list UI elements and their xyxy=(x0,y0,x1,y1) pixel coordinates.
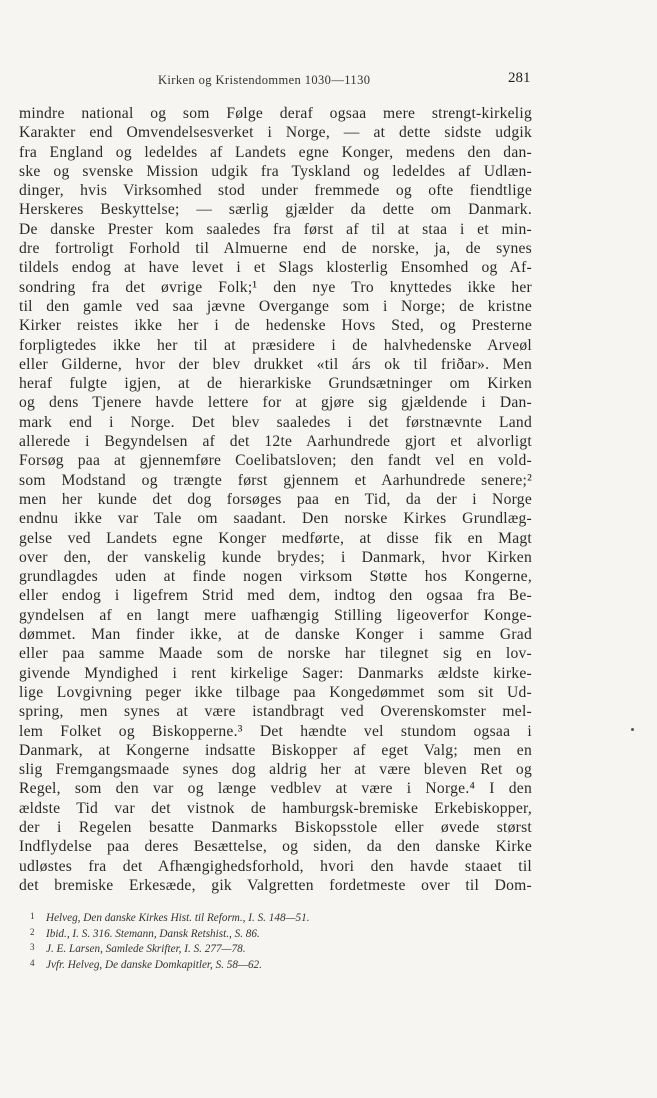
text-line: udløstes fra det Afhængighedsforhold, hvori den havde staaet til xyxy=(19,857,532,875)
text-line: Kirker reistes ikke her i de hedenske Hovs Sted, og Presterne xyxy=(19,317,532,335)
footnotes xyxy=(30,910,530,972)
text-line: Karakter end Omvendelsesverket i Norge, — at dette sidste udgik xyxy=(19,124,532,142)
text-line: slig Fremgangsmaade synes dog aldrig her at være bleven Ret og xyxy=(19,761,532,779)
footnote-1 xyxy=(30,910,530,926)
text-line: det bremiske Erkesæde, gik Valgretten fordetmeste over til Dom- xyxy=(19,876,532,894)
text-line: gelse ved Landets egne Konger medførte, at disse fik en Magt xyxy=(19,529,532,547)
footnote-text: Ibid., I. S. 316. Stemann, Dansk Retshist., S. 86. xyxy=(46,927,260,940)
text-line: endnu ikke var Tale om saadant. Den norske Kirkes Grundlæg- xyxy=(19,510,532,528)
text-line: dømmet. Man finder ikke, at de danske Konger i samme Grad xyxy=(19,626,532,644)
text-line: til den gamle ved saa jævne Overgange som i Norge; de kristne xyxy=(19,297,532,315)
footnote-number: 1 xyxy=(30,911,35,921)
text-line: gyndelsen af en langt mere uafhængig Stilling ligeoverfor Konge- xyxy=(19,606,532,624)
text-line: som Modstand og trængte først gjennem et Aarhundrede senere;² xyxy=(19,471,532,489)
text-line: over den, der vanskelig kunde brydes; i Danmark, hvor Kirken xyxy=(19,548,532,566)
text-line: lige Lovgivning peger ikke tilbage paa Kongedømmet som sit Ud- xyxy=(19,683,532,701)
text-line: fra England og ledeldes af Landets egne Konger, medens den dan- xyxy=(19,143,532,161)
footnote-text: J. E. Larsen, Samlede Skrifter, I. S. 277—78. xyxy=(46,943,246,956)
text-line: men her kunde det dog forsøges paa en Tid, da der i Norge xyxy=(19,490,532,508)
text-line: Indflydelse paa deres Besættelse, og siden, da den danske Kirke xyxy=(19,838,532,856)
margin-dot xyxy=(631,728,634,731)
text-line: mark end i Norge. Det blev saaledes i det førstnævnte Land xyxy=(19,413,532,431)
page-number: 281 xyxy=(508,70,531,86)
text-line: der i Regelen besatte Danmarks Biskopsstole eller øvede størst xyxy=(19,818,532,836)
running-title: Kirken og Kristendommen 1030—1130 xyxy=(158,73,371,87)
text-line: grundlagdes uden at finde nogen virksom Støtte hos Kongerne, xyxy=(19,568,532,586)
text-line: og dens Tjenere havde lettere for at gjøre sig gjældende i Dan- xyxy=(19,394,532,412)
text-line: lem Folket og Biskopperne.³ Det hændte vel stundom ogsaa i xyxy=(19,722,532,740)
text-line: sondring fra det øvrige Folk;¹ den nye Tro knyttedes ikke her xyxy=(19,278,532,296)
text-line: Regel, som den var og længe vedblev at være i Norge.⁴ I den xyxy=(19,780,532,798)
body-text xyxy=(19,104,532,895)
text-line: forpligtedes ikke her til at præsidere i de halvhedenske Arveøl xyxy=(19,336,532,354)
footnote-number: 4 xyxy=(30,957,35,968)
footnote-text: Helveg, Den danske Kirkes Hist. til Reform., I. S. 148—51. xyxy=(46,912,310,924)
text-line: dre fortroligt Forhold til Almuerne end de norske, ja, de synes xyxy=(19,240,532,258)
text-line: eller paa samme Maade som de norske har tilegnet sig en lov- xyxy=(19,645,532,663)
text-line: Danmark, at Kongerne indsatte Biskopper af eget Valg; men en xyxy=(19,741,532,759)
page-header xyxy=(0,70,657,92)
footnote-number: 3 xyxy=(30,942,35,953)
text-line: ældste Tid var det vistnok de hamburgsk-bremiske Erkebiskopper, xyxy=(19,799,532,817)
text-line: ske og svenske Mission udgik fra Tyskland og ledeldes af Udlæn- xyxy=(19,162,532,180)
footnote-text: Jvfr. Helveg, De danske Domkapitler, S. 58—62. xyxy=(46,958,262,971)
footnote-2 xyxy=(30,926,530,942)
text-line: allerede i Begyndelsen af det 12te Aarhundrede gjort et alvorligt xyxy=(19,433,532,451)
text-line: eller Gilderne, hvor der blev drukket «til árs ok til friðar». Men xyxy=(19,355,532,373)
footnote-3 xyxy=(30,941,530,957)
text-line: dinger, hvis Virksomhed stod under fremmede og ofte fiendtlige xyxy=(19,182,532,200)
text-line: spring, men synes at være istandbragt ved Overenskomster mel- xyxy=(19,703,532,721)
text-line: Herskeres Beskyttelse; — særlig gjælder da dette om Danmark. xyxy=(19,201,532,219)
footnote-4 xyxy=(30,957,530,973)
text-line: mindre national og som Følge deraf ogsaa mere strengt-kirkelig xyxy=(19,105,532,122)
text-line: Forsøg paa at gjennemføre Coelibatsloven; den fandt vel en vold- xyxy=(19,452,532,470)
footnote-number: 2 xyxy=(30,926,35,937)
text-line: eller endog i ligefrem Strid med dem, indtog den ogsaa fra Be- xyxy=(19,587,532,605)
text-line: givende Myndighed i rent kirkelige Sager: Danmarks ældste kirke- xyxy=(19,664,532,682)
text-line: heraf fulgte igjen, at de hierarkiske Grundsætninger om Kirken xyxy=(19,375,532,393)
text-line: tildels endog at have levet i et Slags klosterlig Ensomhed og Af- xyxy=(19,259,532,277)
text-line: De danske Prester kom saaledes fra først af til at staa i et min- xyxy=(19,220,532,238)
